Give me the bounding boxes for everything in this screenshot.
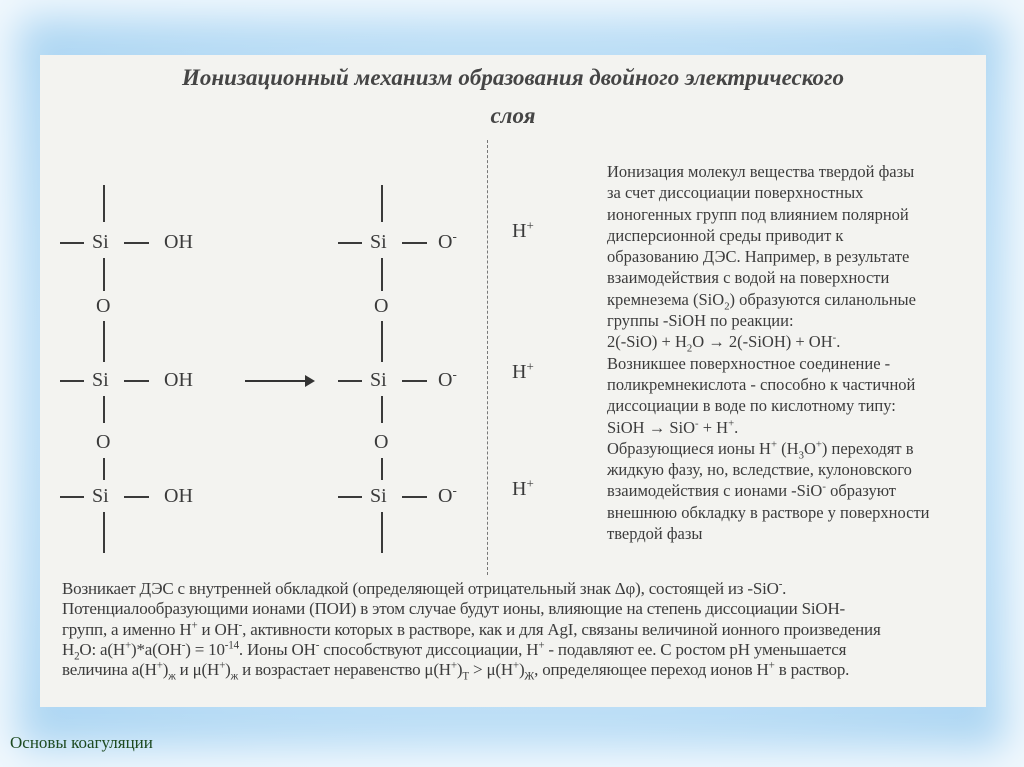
hydrogen-ion-symbol: H (512, 361, 527, 383)
oxide-ion-symbol: O (438, 485, 453, 507)
text-line (607, 289, 930, 313)
text-segment: O: a(H (79, 639, 125, 659)
silicon-atom (370, 232, 387, 252)
oxide-ion (438, 366, 457, 391)
hydroxyl-group (164, 370, 193, 390)
text-segment: Возникшее поверхностное соединение - (607, 353, 891, 373)
silicon-atom-symbol: Si (370, 231, 387, 253)
text-line (607, 246, 930, 267)
text-segment: (H (777, 438, 799, 458)
bond-line (103, 512, 105, 553)
text-line (607, 417, 930, 438)
bond-line (124, 242, 149, 244)
oxygen-atom (374, 296, 388, 316)
text-segment: . (734, 417, 739, 437)
bond-line (338, 242, 362, 244)
text-line (607, 225, 930, 246)
silicon-atom-symbol: Si (370, 485, 387, 507)
text-line (607, 331, 930, 355)
text-segment: и OH (197, 619, 239, 639)
bond-line (103, 458, 105, 480)
text-line (62, 579, 881, 599)
text-segment: дисперсионной среды приводит к (607, 225, 844, 245)
text-segment: за счет диссоциации поверхностных (607, 183, 864, 203)
text-segment: групп, а именно H (62, 619, 192, 639)
superscript: + (191, 618, 198, 631)
text-segment: и возрастает неравенство μ(H (238, 660, 451, 680)
text-line (607, 267, 930, 288)
text-segment: ) образуются силанольные (729, 289, 916, 309)
oxide-ion-symbol: O (438, 231, 453, 253)
text-segment: внешнюю обкладку в растворе у поверхности (607, 502, 930, 522)
text-line (607, 502, 930, 523)
text-segment: ) (456, 660, 463, 680)
subscript: 2 (724, 300, 730, 313)
silicon-atom (92, 486, 109, 506)
hydroxyl-group (164, 232, 193, 252)
summary-text (62, 578, 881, 683)
bond-line (402, 242, 427, 244)
text-segment: способствуют диссоциации, H (319, 639, 539, 659)
text-line (62, 599, 881, 619)
bond-line (381, 512, 383, 553)
bond-line (60, 380, 84, 382)
text-segment: ) (162, 660, 169, 680)
charge: + (526, 475, 534, 491)
silicon-atom-symbol: Si (92, 231, 109, 253)
text-line (607, 310, 930, 331)
superscript: -14 (224, 639, 239, 652)
silicon-atom (370, 486, 387, 506)
document-title-line2: слоя (490, 103, 536, 128)
silicon-atom-symbol: Si (92, 369, 109, 391)
bond-line (338, 380, 362, 382)
text-line (607, 161, 930, 182)
text-segment: Возникает ДЭС с внутренней обкладкой (определяющей отрицательный знак Δφ), состоящей из -SiO (62, 579, 779, 598)
text-segment: поликремнекислота - способно к частичной (607, 374, 916, 394)
bond-line (381, 258, 383, 291)
text-segment: взаимодействия с ионами -SiO (607, 481, 823, 501)
hydrogen-ion-symbol: H (512, 220, 527, 242)
bond-line (60, 242, 84, 244)
charge: - (452, 366, 457, 382)
superscript: - (238, 618, 243, 631)
text-segment: + H (698, 417, 729, 437)
text-line (607, 353, 930, 374)
superscript: + (815, 438, 822, 451)
superscript: - (695, 417, 699, 430)
hydrogen-ion (512, 475, 534, 500)
silicon-atom-symbol: Si (92, 485, 109, 507)
hydroxyl-group (164, 486, 193, 506)
text-segment: группы -SiOH по реакции: (607, 311, 794, 331)
text-segment: кремнезема (SiO (607, 289, 725, 309)
hydrogen-ion-symbol: H (512, 478, 527, 500)
superscript: + (538, 639, 545, 652)
bond-line (381, 321, 383, 362)
oxide-ion (438, 482, 457, 507)
bond-line (103, 185, 105, 222)
charge: - (452, 482, 457, 498)
subscript: 2 (74, 650, 80, 663)
silicon-atom (92, 370, 109, 390)
superscript: - (822, 480, 826, 493)
bond-line (124, 380, 149, 382)
scanned-document (40, 55, 986, 707)
silicon-atom (370, 370, 387, 390)
oxide-ion (438, 228, 457, 253)
superscript: + (512, 659, 519, 672)
oxygen-atom-symbol: O (96, 431, 111, 453)
oxygen-atom (96, 296, 110, 316)
hydroxyl-group-symbol: OH (164, 485, 193, 507)
text-line (62, 659, 881, 683)
hydroxyl-group-symbol: OH (164, 369, 193, 391)
charge: + (526, 217, 534, 233)
oxygen-atom-symbol: O (96, 295, 111, 317)
bond-line (103, 258, 105, 291)
bond-line (103, 321, 105, 362)
text-segment: , активности которых в растворе, как и для AgI, связаны величиной ионного произведения (242, 619, 881, 639)
text-segment: жидкую фазу, но, вследствие, кулоновского (607, 460, 912, 480)
oxygen-atom (96, 432, 110, 452)
text-segment: - подавляют ее. С ростом pH уменьшается (544, 639, 847, 659)
text-segment: O (803, 438, 816, 458)
subscript: T (462, 670, 469, 683)
bond-line (338, 496, 362, 498)
oxide-ion-symbol: O (438, 369, 453, 391)
bond-line (381, 396, 383, 423)
text-line (607, 374, 930, 395)
text-line (607, 480, 930, 501)
text-line (62, 639, 881, 663)
text-segment: образуют (825, 481, 897, 501)
oxygen-atom-symbol: O (374, 295, 389, 317)
text-segment: образованию ДЭС. Например, в результате (607, 247, 910, 267)
text-segment: ) (518, 660, 525, 680)
text-segment: . (836, 332, 841, 352)
bond-line (60, 496, 84, 498)
text-segment: SiOH → SiO (607, 417, 696, 437)
text-segment: H (62, 639, 75, 659)
text-segment: )*a(OH (130, 639, 182, 659)
text-segment: O → 2(-SiOH) + OH (692, 332, 833, 352)
text-line (607, 182, 930, 203)
bond-line (381, 185, 383, 222)
text-segment: . Ионы OH (238, 639, 316, 659)
text-segment: и μ(H (175, 660, 220, 680)
oxygen-atom (374, 432, 388, 452)
subscript: 2 (686, 342, 693, 355)
superscript: - (181, 639, 186, 652)
text-segment: твердой фазы (607, 524, 703, 544)
text-segment: величина a(H (62, 660, 157, 680)
text-segment: ) (225, 660, 231, 680)
text-segment: ионогенных групп под влиянием полярной (607, 204, 909, 224)
bond-line (103, 396, 105, 423)
hydroxyl-group-symbol: OH (164, 231, 193, 253)
superscript: - (315, 639, 320, 652)
bond-line (402, 380, 427, 382)
subscript: ж (230, 670, 239, 683)
subscript: 3 (798, 449, 804, 462)
superscript: + (770, 438, 778, 451)
silicon-atom-symbol: Si (370, 369, 387, 391)
text-segment: Ионизация молекул вещества твердой фазы (607, 162, 915, 181)
text-segment: > μ(H (468, 660, 513, 680)
superscript: + (124, 639, 131, 652)
superscript: + (450, 659, 457, 672)
subscript: Ж (524, 670, 535, 683)
text-segment: диссоциации в воде по кислотному типу: (607, 396, 896, 416)
superscript: - (778, 578, 783, 591)
text-segment: в раствор. (774, 660, 850, 680)
text-line (607, 395, 930, 416)
bond-line (381, 458, 383, 480)
superscript: + (728, 417, 735, 430)
text-segment: ) = 10 (185, 639, 225, 659)
hydrogen-ion (512, 217, 534, 242)
subscript: ж (168, 670, 176, 683)
oxygen-atom-symbol: O (374, 431, 389, 453)
text-segment: . (782, 579, 787, 598)
dashed-divider (487, 140, 488, 575)
text-segment: 2(-SiO) + H (607, 332, 687, 352)
superscript: + (768, 659, 775, 672)
explanation-text (607, 161, 930, 544)
superscript: - (832, 331, 837, 344)
charge: - (452, 228, 457, 244)
silicon-atom (92, 232, 109, 252)
text-segment: Потенциалообразующими ионами (ПОИ) в этом случае будут ионы, влияющие на степень диссоциации SiOH- (62, 599, 846, 619)
text-line (607, 438, 930, 462)
reaction-arrow-icon (245, 380, 307, 382)
superscript: + (156, 659, 163, 672)
bond-line (124, 496, 149, 498)
hydrogen-ion (512, 358, 534, 383)
text-line (62, 620, 881, 640)
text-line (607, 204, 930, 225)
text-segment: ) переходят в (821, 438, 914, 458)
document-title-line1: Ионизационный механизм образования двойного электрического (182, 65, 844, 90)
text-line (607, 459, 930, 480)
slide-footer-title: Основы коагуляции (10, 733, 153, 752)
text-segment: взаимодействия с водой на поверхности (607, 268, 890, 288)
text-segment: Образующиеся ионы H (607, 438, 771, 458)
superscript: + (219, 659, 226, 672)
charge: + (526, 358, 534, 374)
text-segment: , определяющее переход ионов H (534, 660, 769, 680)
bond-line (402, 496, 427, 498)
text-line (607, 523, 930, 544)
